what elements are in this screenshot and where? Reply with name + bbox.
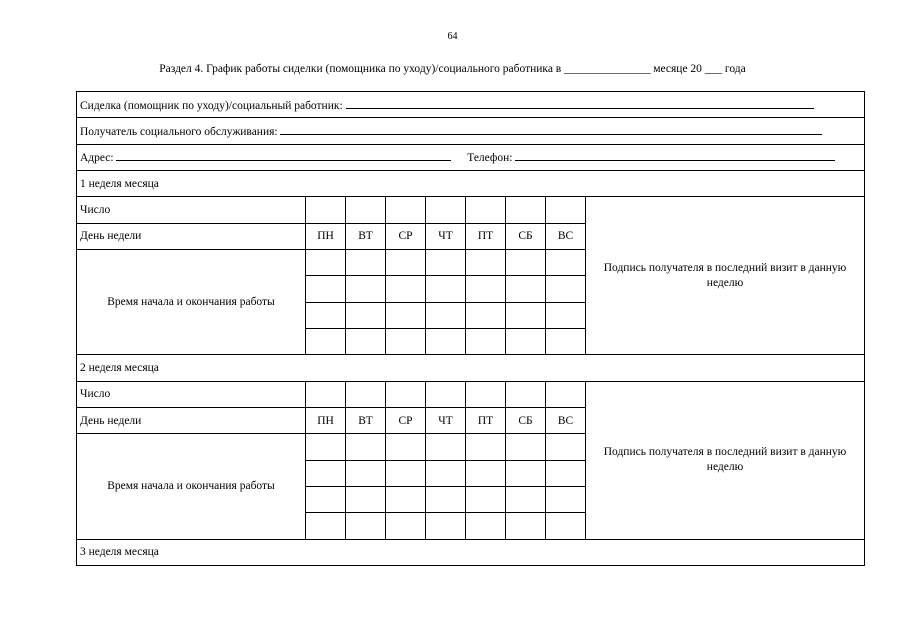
date-cell[interactable] (546, 197, 586, 223)
caregiver-label: Сиделка (помощник по уходу)/социальный работник: (80, 99, 343, 112)
date-row (77, 197, 865, 223)
time-cell[interactable] (426, 249, 466, 275)
time-cell[interactable] (426, 513, 466, 539)
time-cell[interactable] (546, 302, 586, 328)
recipient-line (280, 124, 822, 135)
signature-cell[interactable]: Подпись получателя в последний визит в данную неделю (586, 197, 865, 355)
time-cell[interactable] (426, 486, 466, 512)
time-cell[interactable] (386, 460, 426, 486)
time-cell[interactable] (506, 460, 546, 486)
day-thu: ЧТ (426, 223, 466, 249)
time-cell[interactable] (426, 460, 466, 486)
time-cell[interactable] (386, 486, 426, 512)
time-cell[interactable] (546, 460, 586, 486)
time-cell[interactable] (466, 276, 506, 302)
time-cell[interactable] (386, 328, 426, 354)
page-number: 64 (447, 31, 458, 42)
date-cell[interactable] (426, 381, 466, 407)
recipient-field[interactable] (77, 118, 865, 144)
date-label: Число (77, 381, 306, 407)
time-cell[interactable] (386, 302, 426, 328)
recipient-row (77, 118, 865, 144)
time-cell[interactable] (306, 486, 346, 512)
day-sat: СБ (506, 223, 546, 249)
time-cell[interactable] (466, 302, 506, 328)
day-wed: СР (386, 407, 426, 433)
date-cell[interactable] (466, 381, 506, 407)
date-label: Число (77, 197, 306, 223)
date-cell[interactable] (506, 197, 546, 223)
section-title: Раздел 4. График работы сиделки (помощника по уходу)/социального работника в _______________ месяце 20 ___ года (159, 63, 746, 75)
time-cell[interactable] (306, 328, 346, 354)
time-cell[interactable] (466, 328, 506, 354)
time-cell[interactable] (466, 249, 506, 275)
day-mon: ПН (306, 407, 346, 433)
week-header-row (77, 170, 865, 196)
time-cell[interactable] (466, 486, 506, 512)
time-cell[interactable] (426, 434, 466, 460)
time-cell[interactable] (546, 328, 586, 354)
day-sun: ВС (546, 407, 586, 433)
time-cell[interactable] (546, 276, 586, 302)
time-cell[interactable] (306, 460, 346, 486)
time-label: Время начала и окончания работы (77, 434, 306, 539)
time-cell[interactable] (306, 276, 346, 302)
week-title: 2 неделя месяца (77, 355, 865, 381)
day-thu: ЧТ (426, 407, 466, 433)
time-cell[interactable] (346, 513, 386, 539)
time-cell[interactable] (506, 328, 546, 354)
time-cell[interactable] (546, 434, 586, 460)
week-header-row (77, 539, 865, 565)
time-cell[interactable] (346, 460, 386, 486)
week-title: 1 неделя месяца (77, 170, 865, 196)
week-header-row (77, 355, 865, 381)
date-row (77, 381, 865, 407)
address-line (116, 150, 451, 161)
time-cell[interactable] (426, 302, 466, 328)
time-cell[interactable] (506, 249, 546, 275)
time-cell[interactable] (506, 434, 546, 460)
day-tue: ВТ (346, 407, 386, 433)
caregiver-row (77, 92, 865, 118)
date-cell[interactable] (426, 197, 466, 223)
phone-label: Телефон: (467, 152, 513, 165)
address-phone-row (77, 144, 865, 170)
time-cell[interactable] (346, 434, 386, 460)
time-cell[interactable] (506, 302, 546, 328)
time-cell[interactable] (466, 513, 506, 539)
date-cell[interactable] (386, 197, 426, 223)
time-cell[interactable] (306, 249, 346, 275)
time-cell[interactable] (546, 486, 586, 512)
date-cell[interactable] (346, 197, 386, 223)
time-cell[interactable] (546, 513, 586, 539)
time-cell[interactable] (506, 276, 546, 302)
date-cell[interactable] (306, 197, 346, 223)
time-cell[interactable] (346, 276, 386, 302)
time-cell[interactable] (346, 328, 386, 354)
date-cell[interactable] (506, 381, 546, 407)
weekday-label: День недели (77, 223, 306, 249)
time-cell[interactable] (386, 249, 426, 275)
day-wed: СР (386, 223, 426, 249)
week-title: 3 неделя месяца (77, 539, 865, 565)
time-label: Время начала и окончания работы (77, 249, 306, 354)
day-fri: ПТ (466, 223, 506, 249)
weekday-label: День недели (77, 407, 306, 433)
caregiver-field[interactable] (77, 92, 865, 118)
address-phone-field[interactable] (77, 144, 865, 170)
date-cell[interactable] (546, 381, 586, 407)
address-label: Адрес: (80, 152, 114, 165)
day-tue: ВТ (346, 223, 386, 249)
day-fri: ПТ (466, 407, 506, 433)
time-cell[interactable] (306, 434, 346, 460)
date-cell[interactable] (386, 381, 426, 407)
time-cell[interactable] (306, 513, 346, 539)
day-sat: СБ (506, 407, 546, 433)
time-cell[interactable] (386, 434, 426, 460)
time-cell[interactable] (506, 513, 546, 539)
date-cell[interactable] (306, 381, 346, 407)
time-cell[interactable] (466, 434, 506, 460)
date-cell[interactable] (466, 197, 506, 223)
phone-line (515, 150, 835, 161)
signature-cell[interactable]: Подпись получателя в последний визит в данную неделю (586, 381, 865, 539)
caregiver-line (346, 98, 814, 109)
time-cell[interactable] (386, 513, 426, 539)
time-cell[interactable] (346, 302, 386, 328)
recipient-label: Получатель социального обслуживания: (80, 125, 278, 138)
work-schedule-table (76, 91, 865, 566)
time-cell[interactable] (346, 486, 386, 512)
day-sun: ВС (546, 223, 586, 249)
time-cell[interactable] (346, 249, 386, 275)
date-cell[interactable] (346, 381, 386, 407)
time-cell[interactable] (386, 276, 426, 302)
time-cell[interactable] (306, 302, 346, 328)
time-cell[interactable] (546, 249, 586, 275)
time-cell[interactable] (426, 328, 466, 354)
day-mon: ПН (306, 223, 346, 249)
time-cell[interactable] (506, 486, 546, 512)
time-cell[interactable] (426, 276, 466, 302)
time-cell[interactable] (466, 460, 506, 486)
